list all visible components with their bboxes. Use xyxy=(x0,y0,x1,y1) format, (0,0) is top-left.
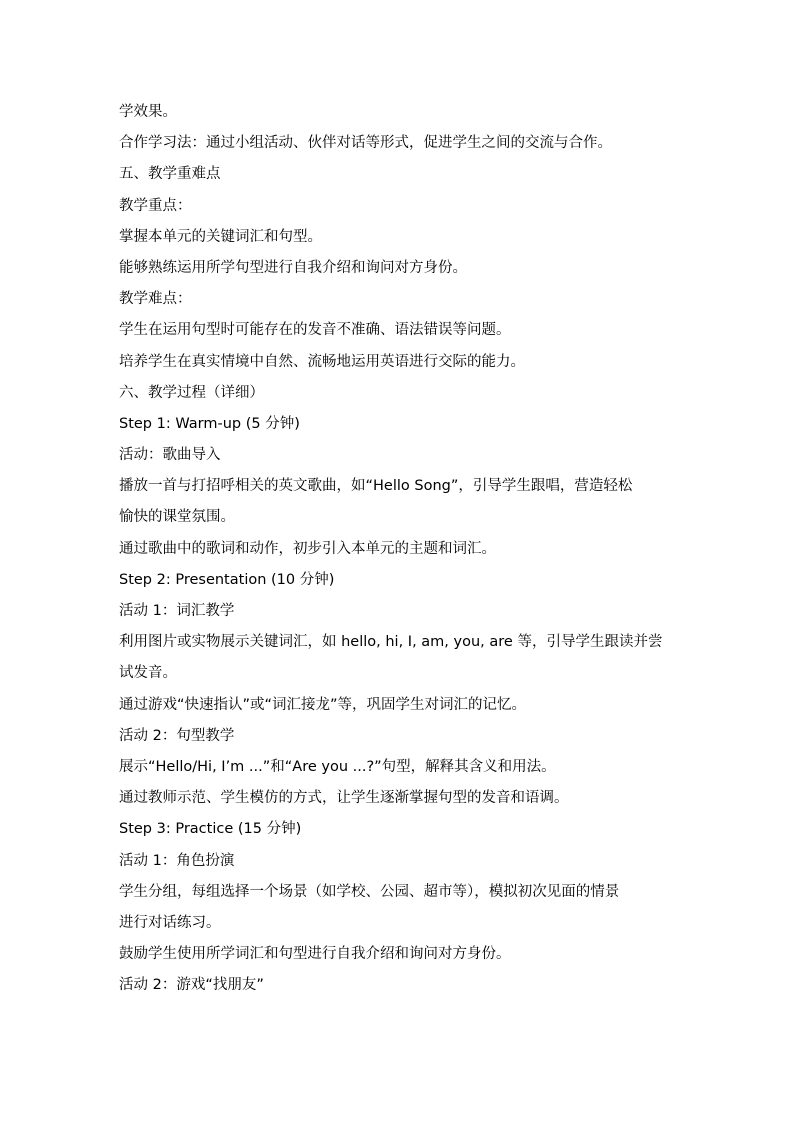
text-line: 播放一首与打招呼相关的英文歌曲，如“Hello Song”，引导学生跟唱，营造轻松 xyxy=(119,478,633,495)
text-line: 通过游戏“快速指认”或“词汇接龙”等，巩固学生对词汇的记忆。 xyxy=(119,696,527,713)
activity-label: 活动 2：句型教学 xyxy=(119,727,235,744)
text-line: 愉快的课堂氛围。 xyxy=(119,509,235,526)
section-heading: 六、教学过程（详细） xyxy=(119,384,264,401)
text-line: 试发音。 xyxy=(119,665,177,682)
section-heading: 五、教学重难点 xyxy=(119,166,221,183)
activity-label: 活动 1：角色扮演 xyxy=(119,852,235,869)
subheading: 教学难点： xyxy=(119,291,192,308)
text-line: 能够熟练运用所学句型进行自我介绍和询问对方身份。 xyxy=(119,259,467,276)
document-body xyxy=(119,97,679,1001)
text-line: 鼓励学生使用所学词汇和句型进行自我介绍和询问对方身份。 xyxy=(119,946,511,963)
activity-label: 活动 1：词汇教学 xyxy=(119,603,235,619)
text-line: 学生分组，每组选择一个场景（如学校、公园、超市等），模拟初次见面的情景 xyxy=(119,883,620,900)
text-line: 合作学习法：通过小组活动、伙伴对话等形式，促进学生之间的交流与合作。 xyxy=(119,135,612,152)
text-line: 展示“Hello/Hi, I’m ...”和“Are you ...?”句型，解释其含义和用法。 xyxy=(119,758,556,775)
text-line: 进行对话练习。 xyxy=(119,914,221,931)
step-heading: Step 1: Warm-up (5 分钟) xyxy=(119,415,300,432)
step-heading: Step 3: Practice (15 分钟) xyxy=(119,821,302,838)
text-line: 学生在运用句型时可能存在的发音不准确、语法错误等问题。 xyxy=(119,322,511,339)
step-heading: Step 2: Presentation (10 分钟) xyxy=(119,571,335,588)
text-line: 通过教师示范、学生模仿的方式，让学生逐渐掌握句型的发音和语调。 xyxy=(119,790,569,807)
text-line: 通过歌曲中的歌词和动作，初步引入本单元的主题和词汇。 xyxy=(119,540,496,557)
text-line: 掌握本单元的关键词汇和句型。 xyxy=(119,228,322,245)
text-line: 学效果。 xyxy=(119,104,177,120)
activity-label: 活动 2：游戏“找朋友” xyxy=(119,977,264,994)
text-line: 培养学生在真实情境中自然、流畅地运用英语进行交际的能力。 xyxy=(119,353,525,370)
subheading: 教学重点： xyxy=(119,197,192,214)
text-line: 利用图片或实物展示关键词汇，如 hello, hi, I, am, you, are 等，引导学生跟读并尝 xyxy=(119,634,663,651)
activity-label: 活动：歌曲导入 xyxy=(119,447,221,464)
